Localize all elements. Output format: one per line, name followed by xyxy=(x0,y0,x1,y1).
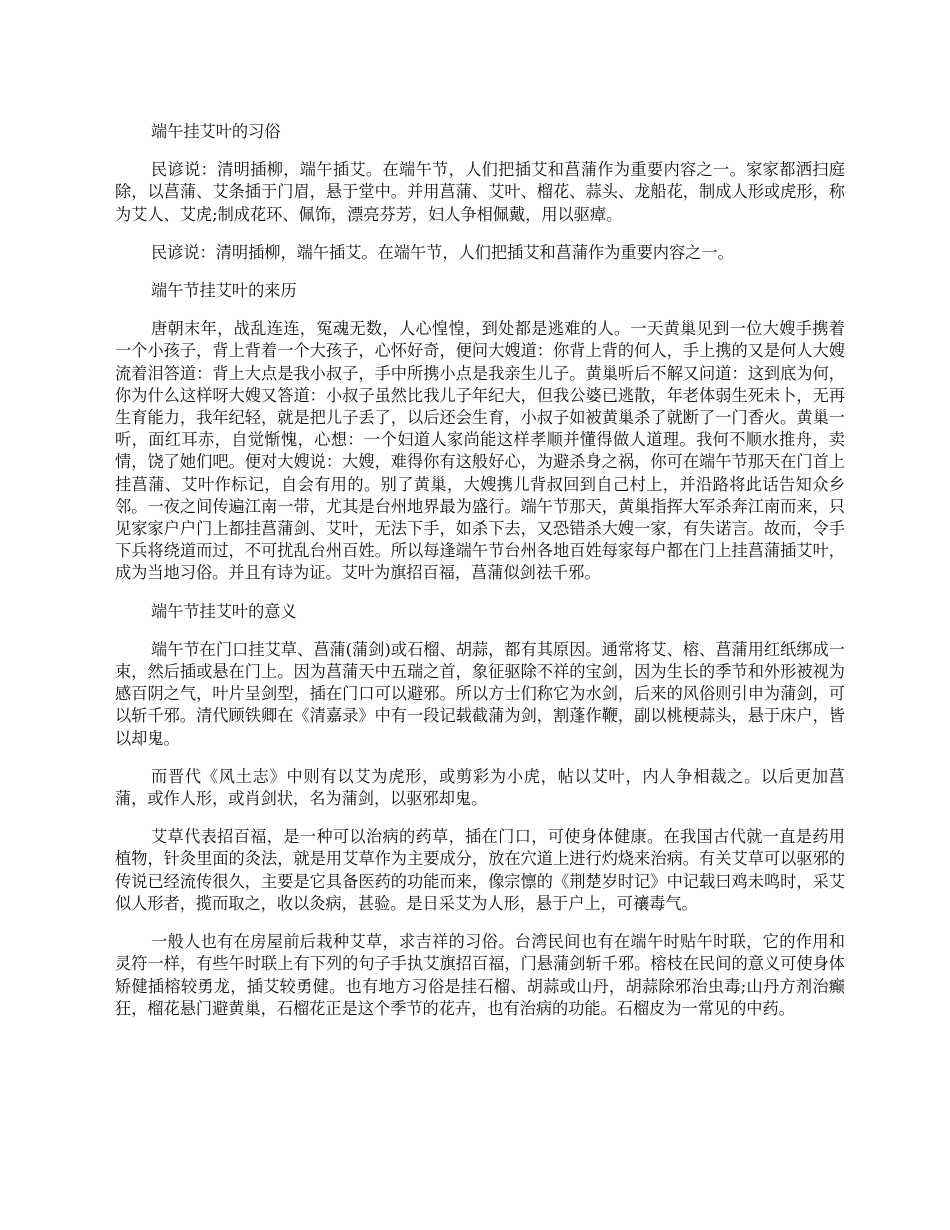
paragraph: 唐朝末年，战乱连连，冤魂无数，人心惶惶，到处都是逃难的人。一天黄巢见到一位大嫂手携着一个小孩子，背上背着一个大孩子，心怀好奇，便问大嫂道：你背上背的何人，手上携的又是何人大嫂流着泪答道：背上大点是我小叔子，手中所携小点是我亲生儿子。黄巢听后不解又问道：这到底为何，你为什么这样呀大嫂又答道：小叔子虽然比我儿子年纪大，但我公婆已逃散，年老体弱生死未卜，无再生育能力，我年纪轻，就是把儿子丢了，以后还会生育，小叔子如被黄巢杀了就断了一门香火。黄巢一听，面红耳赤，自觉惭愧，心想：一个妇道人家尚能这样孝顺并懂得做人道理。我何不顺水推舟，卖情，饶了她们吧。便对大嫂说：大嫂，难得你有这般好心，为避杀身之祸，你可在端午节那天在门首上挂菖蒲、艾叶作标记，自会有用的。别了黄巢，大嫂携儿背叔回到自己村上，并沿路将此话告知众乡邻。一夜之间传遍江南一带，尤其是台州地界最为盛行。端午节那天，黄巢指挥大军杀奔江南而来，只见家家户户门上都挂菖蒲剑、艾叶，无法下手，如杀下去，又恐错杀大嫂一家，有失诺言。故而，令手下兵将绕道而过，不可扰乱台州百姓。所以每逢端午节台州各地百姓每家每户都在门上挂菖蒲插艾叶，成为当地习俗。并且有诗为证。艾叶为旗招百福，菖蒲似剑祛千邪。 xyxy=(115,319,845,583)
paragraph: 民谚说：清明插柳，端午插艾。在端午节，人们把插艾和菖蒲作为重要内容之一。家家都洒扫庭除，以菖蒲、艾条插于门眉，悬于堂中。并用菖蒲、艾叶、榴花、蒜头、龙船花，制成人形或虎形，称为艾人、艾虎;制成花环、佩饰，漂亮芬芳，妇人争相佩戴，用以驱瘴。 xyxy=(115,160,845,224)
document-body xyxy=(115,121,845,1036)
paragraph: 一般人也有在房屋前后栽种艾草，求吉祥的习俗。台湾民间也有在端午时贴午时联，它的作用和灵符一样，有些午时联上有下列的句子手执艾旗招百福，门悬蒲剑斩千邪。榕枝在民间的意义可使身体矫健插榕较勇龙，插艾较勇健。也有地方习俗是挂石榴、胡蒜或山丹，胡蒜除邪治虫毒;山丹方剂治癫狂，榴花悬门避黄巢，石榴花正是这个季节的花卉，也有治病的功能。石榴皮为一常见的中药。 xyxy=(115,932,845,1018)
paragraph: 端午节在门口挂艾草、菖蒲(蒲剑)或石榴、胡蒜，都有其原因。通常将艾、榕、菖蒲用红纸绑成一束，然后插或悬在门上。因为菖蒲天中五瑞之首，象征驱除不祥的宝剑，因为生长的季节和外形被视为感百阴之气，叶片呈剑型，插在门口可以避邪。所以方士们称它为水剑，后来的风俗则引申为蒲剑，可以斩千邪。清代顾铁卿在《清嘉录》中有一段记载截蒲为剑，割蓬作鞭，副以桃梗蒜头，悬于床户，皆以却鬼。 xyxy=(115,639,845,748)
paragraph: 民谚说：清明插柳，端午插艾。在端午节，人们把插艾和菖蒲作为重要内容之一。 xyxy=(151,242,734,262)
paragraph: 艾草代表招百福，是一种可以治病的药草，插在门口，可使身体健康。在我国古代就一直是药用植物，针灸里面的灸法，就是用艾草作为主要成分，放在穴道上进行灼烧来治病。有关艾草可以驱邪的传说已经流传很久，主要是它具备医药的功能而来，像宗懔的《荆楚岁时记》中记载曰鸡未鸣时，采艾似人形者，揽而取之，收以灸病，甚验。是日采艾为人形，悬于户上，可禳毒气。 xyxy=(115,827,845,913)
section-heading: 端午挂艾叶的习俗 xyxy=(151,122,281,141)
paragraph: 而晋代《风土志》中则有以艾为虎形，或剪彩为小虎，帖以艾叶，内人争相裁之。以后更加菖蒲，或作人形，或肖剑状，名为蒲剑，以驱邪却鬼。 xyxy=(115,766,845,809)
section-heading: 端午节挂艾叶的意义 xyxy=(151,601,297,621)
section-heading: 端午节挂艾叶的来历 xyxy=(151,281,297,301)
